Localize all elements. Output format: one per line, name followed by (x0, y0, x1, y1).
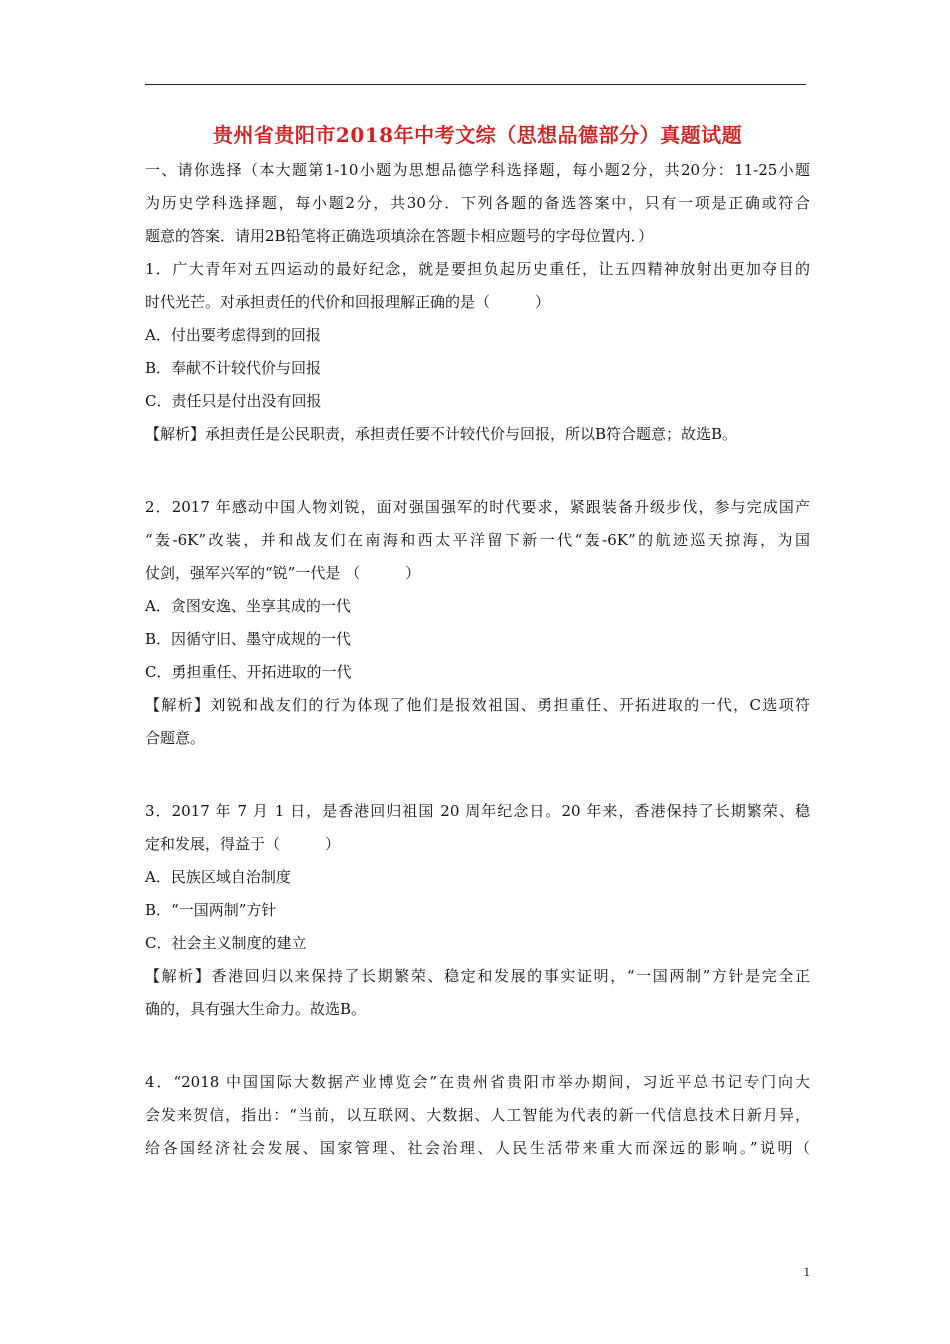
question-stem-line: 3．2017 年 7 月 1 日，是香港回归祖国 20 周年纪念日。20 年来，香港保持了长期繁荣、稳 (145, 802, 810, 820)
question-stem-line: 时代光芒。对承担责任的代价和回报理解正确的是（ ） (145, 293, 551, 311)
question-stem-line: 4．“2018 中国国际大数据产业博览会”在贵州省贵阳市举办期间，习近平总书记专门向大 (145, 1073, 810, 1091)
question-stem-line: 会发来贺信，指出：“当前，以互联网、大数据、人工智能为代表的新一代信息技术日新月异， (145, 1106, 810, 1124)
question-2 (145, 491, 810, 755)
option-c: C．勇担重任、开拓进取的一代 (145, 663, 352, 681)
paragraph-gap (145, 451, 810, 491)
analysis-line: 合题意。 (145, 729, 206, 747)
instructions-line: 一、请你选择（本大题第1-10小题为思想品德学科选择题，每小题2分，共20分：11-25小题 (145, 161, 810, 179)
paragraph-gap (145, 1026, 810, 1066)
instructions-line: 题意的答案．请用2B铅笔将正确选项填涂在答题卡相应题号的字母位置内．） (145, 227, 654, 245)
document-title: 贵州省贵阳市2018年中考文综（思想品德部分）真题试题 (212, 123, 743, 147)
analysis-line: 【解析】承担责任是公民职责，承担责任要不计较代价与回报，所以B符合题意；故选B。 (145, 425, 738, 443)
question-stem-line: 仗剑，强军兴军的“锐”一代是 （ ） (145, 564, 421, 582)
option-a: A．贪图安逸、坐享其成的一代 (145, 597, 351, 615)
question-stem-line: 定和发展，得益于（ ） (145, 835, 341, 853)
question-3 (145, 795, 810, 1026)
page-number: 1 (803, 1264, 810, 1279)
option-b: B．奉献不计较代价与回报 (145, 359, 322, 377)
question-stem-line: 给各国经济社会发展、国家管理、社会治理、人民生活带来重大而深远的影响。”说明（ (145, 1139, 810, 1157)
question-stem-line: 1．广大青年对五四运动的最好纪念，就是要担负起历史重任，让五四精神放射出更加夺目的 (145, 260, 810, 278)
header-rule (145, 84, 806, 85)
option-b: B．因循守旧、墨守成规的一代 (145, 630, 352, 648)
instructions (145, 154, 810, 253)
option-a: A．付出要考虑得到的回报 (145, 326, 321, 344)
option-c: C．社会主义制度的建立 (145, 934, 307, 952)
option-c: C．责任只是付出没有回报 (145, 392, 322, 410)
document-body (145, 118, 810, 1165)
option-a: A．民族区域自治制度 (145, 868, 291, 886)
question-1 (145, 253, 810, 451)
question-4 (145, 1066, 810, 1165)
question-stem-line: 2．2017 年感动中国人物刘锐，面对强国强军的时代要求，紧跟装备升级步伐，参与完成国产 (145, 498, 810, 516)
analysis-line: 确的，具有强大生命力。故选B。 (145, 1000, 367, 1018)
option-b: B．“一国两制”方针 (145, 901, 277, 919)
paragraph-gap (145, 755, 810, 795)
question-stem-line: “轰-6K”改装，并和战友们在南海和西太平洋留下新一代“轰-6K”的航迹巡天掠海，为国 (145, 531, 810, 549)
analysis-line: 【解析】刘锐和战友们的行为体现了他们是报效祖国、勇担重任、开拓进取的一代，C选项符 (145, 696, 810, 714)
instructions-line: 为历史学科选择题，每小题2分，共30分．下列各题的备选答案中，只有一项是正确或符合 (145, 194, 810, 212)
analysis-line: 【解析】香港回归以来保持了长期繁荣、稳定和发展的事实证明，“一国两制”方针是完全正 (145, 967, 810, 985)
